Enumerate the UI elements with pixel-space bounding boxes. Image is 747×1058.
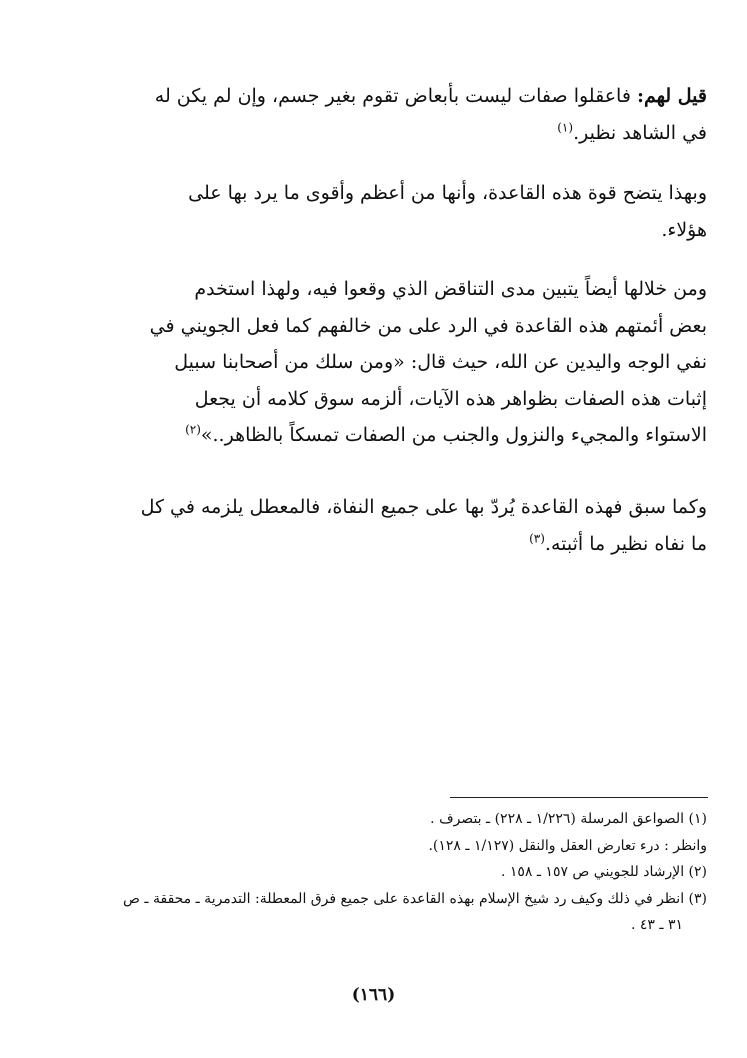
paragraph-3-line-2: بعض أئمتهم هذه القاعدة في الرد على من خالفهم كما فعل الجويني في: [149, 314, 707, 337]
footnote-3: (٣) انظر في ذلك وكيف رد شيخ الإسلام بهذه القاعدة على جميع فرق المعطلة: التدمرية ـ محققة ـ ص: [123, 890, 707, 907]
paragraph-4: [39, 489, 707, 562]
paragraph-4-line-2: [39, 526, 707, 563]
paragraph-4-line-2-text: ما نفاه نظير ما أثبته.: [544, 532, 707, 555]
paragraph-3-line-4: إثبات هذه الصفات بظواهر هذه الآيات، ألزمه سوق كلامه أن يجعل: [194, 387, 707, 410]
footnote-1-continued: وانظر : درء تعارض العقل والنقل (١/١٢٧ ـ ١٢٨).: [428, 837, 707, 854]
footnote-ref-2[interactable]: (٢): [185, 422, 201, 437]
paragraph-3-line-5: [39, 417, 707, 454]
paragraph-3-line-1: ومن خلالها أيضاً يتبين مدى التناقض الذي وقعوا فيه، ولهذا استخدم: [194, 278, 707, 300]
paragraph-3-line-5-text: الاستواء والمجيء والنزول والجنب من الصفات تمسكاً بالظاهر..»: [200, 424, 707, 446]
paragraph-3-line-3: نفي الوجه واليدين عن الله، حيث قال: «ومن سلك من أصحابنا سبيل: [174, 351, 707, 373]
footnotes: [39, 806, 707, 939]
footnote-separator: [450, 797, 708, 798]
paragraph-2-line-2: هؤلاء.: [661, 218, 707, 241]
footnote-3-continued: ٣١ ـ ٤٣ .: [630, 917, 683, 933]
paragraph-1-line-1-text: فاعقلوا صفات ليست بأبعاض تقوم بغير جسم، وإن لم يكن له: [154, 85, 637, 107]
page-number: (١٦٦): [351, 985, 396, 1005]
footnote-ref-1[interactable]: (١): [557, 120, 574, 135]
paragraph-1-line-2-text: في الشاهد نظير.: [573, 121, 707, 144]
paragraph-4-line-1: وكما سبق فهذه القاعدة يُردّ بها على جميع النفاة، فالمعطل يلزمه في كل: [140, 496, 707, 518]
footnote-ref-3[interactable]: (٣): [529, 531, 545, 546]
footnote-2: (٢) الإرشاد للجويني ص ١٥٧ ـ ١٥٨ .: [500, 864, 707, 880]
paragraph-1-line-1: [39, 78, 707, 115]
paragraph-1-line-2: [39, 115, 707, 152]
paragraph-2: [39, 175, 707, 248]
footnote-1: (١) الصواعق المرسلة (١/٢٢٦ ـ ٢٢٨) ـ بتصرف .: [430, 811, 707, 827]
paragraph-1-lead: قيل لهم:: [636, 85, 707, 107]
paragraph-1: [39, 78, 707, 151]
paragraph-3: [39, 271, 707, 454]
paragraph-2-line-1: وبهذا يتضح قوة هذه القاعدة، وأنها من أعظم وأقوى ما يرد بها على: [188, 182, 707, 204]
